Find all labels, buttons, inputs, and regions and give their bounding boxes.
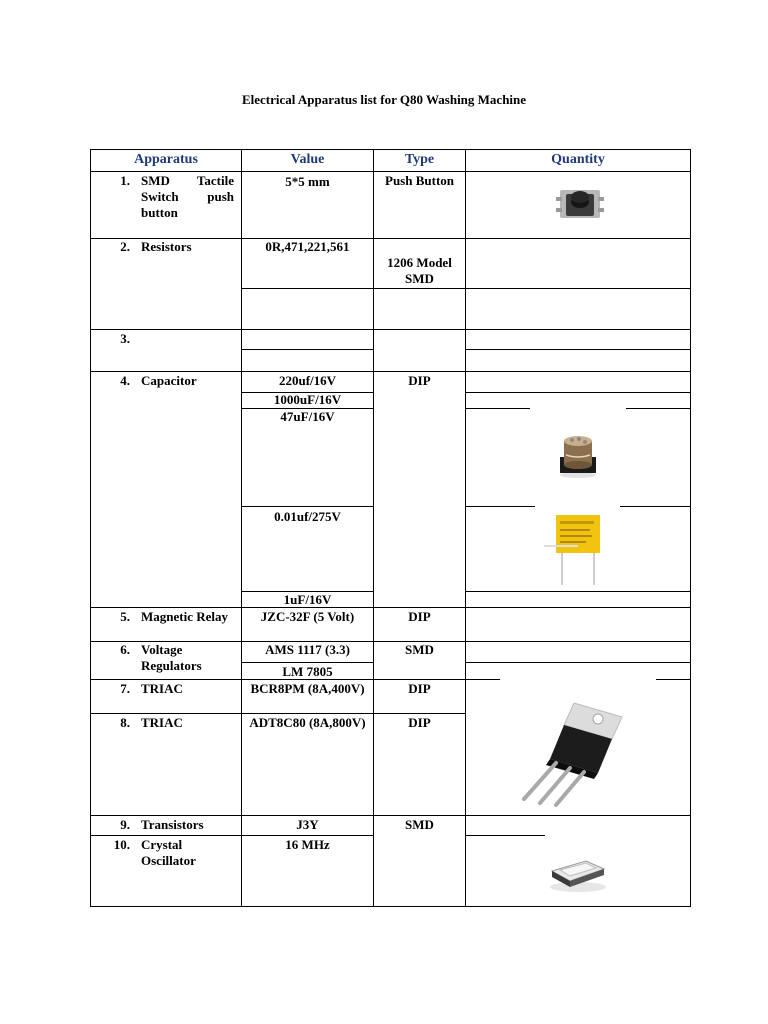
- apparatus-name: TRIAC: [141, 715, 183, 730]
- row-border: [90, 713, 466, 714]
- apparatus-value: 1000uF/16V: [273, 392, 342, 407]
- sub-row-border: [241, 288, 691, 289]
- row-number: 9.: [120, 817, 130, 832]
- film-capacitor-image: [542, 511, 604, 587]
- sub-row-border: [241, 662, 374, 663]
- apparatus-value: BCR8PM (8A,400V): [250, 681, 365, 696]
- row-number: 5.: [120, 609, 130, 624]
- sub-row-border: [465, 591, 691, 592]
- row-border: [90, 835, 374, 836]
- apparatus-value: AMS 1117 (3.3): [265, 642, 350, 657]
- sub-row-border: [465, 392, 691, 393]
- apparatus-name: Crystal Oscillator: [141, 837, 196, 868]
- electrolytic-capacitor-image: [556, 431, 600, 479]
- sub-row-border: [241, 349, 374, 350]
- sub-row-border: [465, 349, 691, 350]
- apparatus-value: 220uf/16V: [278, 373, 337, 388]
- apparatus-value: 16 MHz: [285, 837, 330, 852]
- apparatus-name: Magnetic Relay: [141, 609, 229, 624]
- table-border-right: [690, 149, 691, 907]
- apparatus-value: JZC-32F (5 Volt): [260, 609, 355, 624]
- column-divider: [465, 149, 466, 907]
- triac-to220-image: [518, 697, 630, 807]
- sub-row-border: [465, 408, 530, 409]
- row-number: 1.: [120, 173, 130, 188]
- apparatus-value: LM 7805: [282, 664, 333, 679]
- apparatus-type: DIP: [408, 609, 431, 624]
- row-border: [90, 607, 691, 608]
- apparatus-name: Resistors: [141, 239, 192, 254]
- sub-row-border: [465, 506, 535, 507]
- row-border: [90, 371, 691, 372]
- document-title: Electrical Apparatus list for Q80 Washing Machine: [241, 92, 527, 107]
- header-value: Value: [290, 152, 325, 167]
- apparatus-type: Push Button: [385, 173, 454, 188]
- sub-row-border: [465, 662, 691, 663]
- apparatus-name: Transistors: [141, 817, 204, 832]
- sub-row-border: [626, 408, 691, 409]
- apparatus-name: SMD Tactile Switch push button: [141, 173, 234, 220]
- apparatus-value: 0R,471,221,561: [265, 239, 350, 254]
- apparatus-type: DIP: [408, 681, 431, 696]
- apparatus-name: Voltage Regulators: [141, 642, 202, 673]
- row-number: 10.: [113, 837, 130, 852]
- row-border: [90, 329, 691, 330]
- column-divider: [241, 149, 242, 907]
- row-number: 3.: [120, 331, 130, 346]
- apparatus-value: 1uF/16V: [283, 592, 332, 607]
- apparatus-type: DIP: [408, 715, 431, 730]
- table-border-bottom: [90, 906, 691, 907]
- apparatus-value: ADT8C80 (8A,800V): [249, 715, 366, 730]
- table-border-left: [90, 149, 91, 907]
- tactile-switch-image: [554, 182, 606, 222]
- header-quantity: Quantity: [551, 152, 605, 167]
- apparatus-type: SMD: [405, 642, 434, 657]
- apparatus-table: [90, 149, 691, 907]
- apparatus-value: 5*5 mm: [285, 174, 330, 189]
- apparatus-type: 1206 Model SMD: [387, 255, 452, 286]
- row-border: [656, 679, 691, 680]
- crystal-oscillator-image: [546, 847, 610, 895]
- apparatus-value: 0.01uf/275V: [274, 509, 341, 524]
- row-border: [90, 815, 691, 816]
- sub-row-border: [241, 506, 374, 507]
- sub-row-border: [620, 506, 691, 507]
- apparatus-type: SMD: [405, 817, 434, 832]
- row-number: 2.: [120, 239, 130, 254]
- header-apparatus: Apparatus: [134, 152, 198, 167]
- apparatus-value: J3Y: [296, 817, 319, 832]
- apparatus-type: DIP: [408, 373, 431, 388]
- row-number: 4.: [120, 373, 130, 388]
- row-border: [465, 835, 545, 836]
- row-number: 7.: [120, 681, 130, 696]
- apparatus-name: Capacitor: [141, 373, 197, 388]
- apparatus-value: 47uF/16V: [280, 409, 335, 424]
- header-type: Type: [404, 152, 435, 167]
- apparatus-name: TRIAC: [141, 681, 183, 696]
- row-border: [90, 171, 691, 172]
- row-number: 8.: [120, 715, 130, 730]
- row-number: 6.: [120, 642, 130, 657]
